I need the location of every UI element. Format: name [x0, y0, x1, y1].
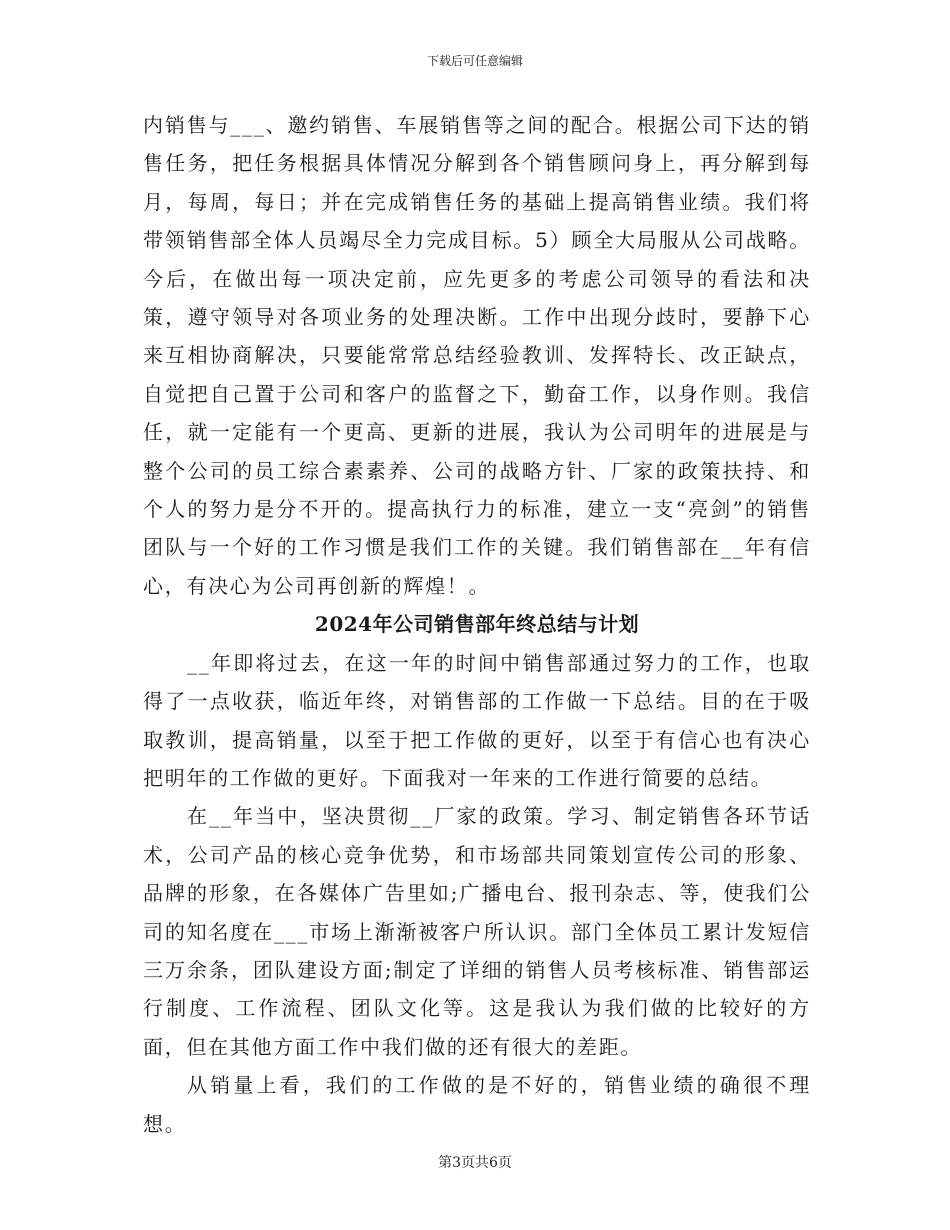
paragraph-continued: 内销售与___、邀约销售、车展销售等之间的配合。根据公司下达的销售任务，把任务根据具体情况分解到各个销售顾问身上，再分解到每月，每周，每日；并在完成销售任务的基础上提高销售业绩。我们将带领销售部全体人员竭尽全力完成目标。5）顾全大局服从公司战略。今后，在做出每一项决定前，应先更多的考虑公司领导的看法和决策，遵守领导对各项业务的处理决断。工作中出现分歧时，要静下心来互相协商解决，只要能常常总结经验教训、发挥特长、改正缺点，自觉把自己置于公司和客户的监督之下，勤奋工作，以身作则。我信任，就一定能有一个更高、更新的进展，我认为公司明年的进展是与整个公司的员工综合素素养、公司的战略方针、厂家的政策扶持、和个人的努力是分不开的。提高执行力的标准，建立一支“亮剑”的销售团队与一个好的工作习惯是我们工作的关键。我们销售部在__年有信心，有决心为公司再创新的辉煌！。: [143, 113, 811, 598]
section-title: 2024年公司销售部年终总结与计划: [314, 612, 640, 637]
paragraph: __年即将过去，在这一年的时间中销售部通过努力的工作，也取得了一点收获，临近年终，对销售部的工作做一下总结。目的在于吸取教训，提高销量，以至于把工作做的更好，以至于有信心也有决心把明年的工作做的更好。下面我对一年来的工作进行简要的总结。: [143, 650, 811, 790]
paragraph: 从销量上看，我们的工作做的是不好的，销售业绩的确很不理想。: [143, 1073, 811, 1136]
document-body: [143, 106, 811, 1143]
page-number: 第3页共6页: [438, 1155, 512, 1171]
paragraph: 在__年当中，坚决贯彻__厂家的政策。学习、制定销售各环节话术，公司产品的核心竞争优势，和市场部共同策划宣传公司的形象、品牌的形象，在各媒体广告里如;广播电台、报刊杂志、等，使我们公司的知名度在___市场上渐渐被客户所认识。部门全体员工累计发短信三万余条，团队建设方面;制定了详细的销售人员考核标准、销售部运行制度、工作流程、团队文化等。这是我认为我们做的比较好的方面，但在其他方面工作中我们做的还有很大的差距。: [143, 804, 811, 1059]
page-header: 下载后可任意编辑: [426, 54, 523, 68]
